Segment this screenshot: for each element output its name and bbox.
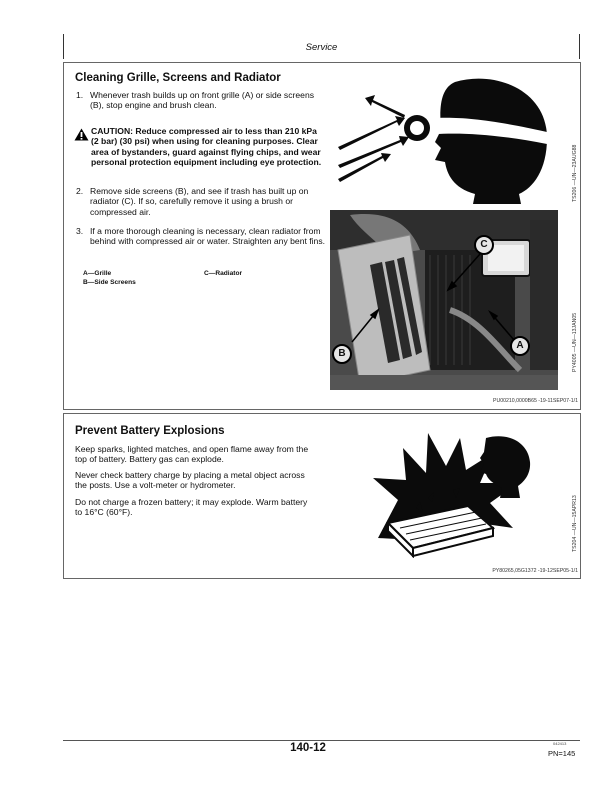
caution-block bbox=[74, 126, 324, 168]
page-header-title: Service bbox=[305, 42, 338, 53]
step-1-number: 1. bbox=[76, 90, 84, 100]
footer-rule bbox=[63, 740, 580, 741]
callout-c: C bbox=[474, 235, 494, 255]
section-title-cleaning: Cleaning Grille, Screens and Radiator bbox=[75, 72, 281, 84]
step-1-text: Whenever trash builds up on front grille (A) or side screens (B), stop engine and brush clean. bbox=[90, 90, 315, 111]
step-2-text: Remove side screens (B), and see if trash has built up on radiator (C). If so, carefully remove it using a brush or compressed air. bbox=[90, 186, 309, 217]
step-3-number: 3. bbox=[76, 226, 84, 236]
section1-ref-code: PU00210,0000B65 -19-11SEP07-1/1 bbox=[493, 398, 578, 404]
callout-b: B bbox=[332, 344, 352, 364]
callout-a: A bbox=[510, 336, 530, 356]
battery-paragraph-2: Never check battery charge by placing a metal object across the posts. Use a volt-meter or hydrometer. bbox=[75, 470, 305, 491]
legend-side-screens: B—Side Screens bbox=[83, 279, 136, 286]
legend-grille: A—Grille bbox=[83, 270, 112, 277]
image1-code: TS206 —UN—23AUG88 bbox=[572, 144, 578, 202]
battery-explosion-illustration bbox=[368, 428, 558, 558]
step-2 bbox=[76, 186, 326, 217]
section2-ref-code: PY80265,05G1372 -19-12SEP05-1/1 bbox=[492, 568, 578, 574]
caution-text: CAUTION: Reduce compressed air to less than 210 kPa (2 bar) (30 psi) when using for cleaning purposes. Clear area of bystanders, guard against flying chips, and wear personal protection equipment including eye protection. bbox=[91, 126, 322, 168]
image2-code: PY4005 —UN—13JAN05 bbox=[572, 312, 578, 372]
image3-code: TS204 —UN—15APR13 bbox=[572, 495, 578, 552]
battery-paragraph-1: Keep sparks, lighted matches, and open flame away from the top of battery. Battery gas can explode. bbox=[75, 444, 309, 465]
caution-triangle-icon bbox=[74, 128, 89, 143]
footer-pn: PN=145 bbox=[548, 749, 576, 758]
step-1 bbox=[76, 90, 326, 111]
section-title-battery: Prevent Battery Explosions bbox=[75, 425, 225, 437]
footer-date-code: 042413 bbox=[553, 741, 567, 746]
legend-radiator: C—Radiator bbox=[204, 270, 243, 277]
step-3 bbox=[76, 226, 326, 247]
step-3-text: If a more thorough cleaning is necessary, clean radiator from behind with compressed air or water. Straighten any bent fins. bbox=[90, 226, 326, 247]
step-2-number: 2. bbox=[76, 186, 84, 196]
page-number: 140-12 bbox=[290, 742, 326, 754]
battery-paragraph-3: Do not charge a frozen battery; it may explode. Warm battery to 16°C (60°F). bbox=[75, 497, 308, 518]
tractor-radiator-photo bbox=[330, 210, 558, 390]
eye-protection-illustration bbox=[335, 70, 560, 205]
